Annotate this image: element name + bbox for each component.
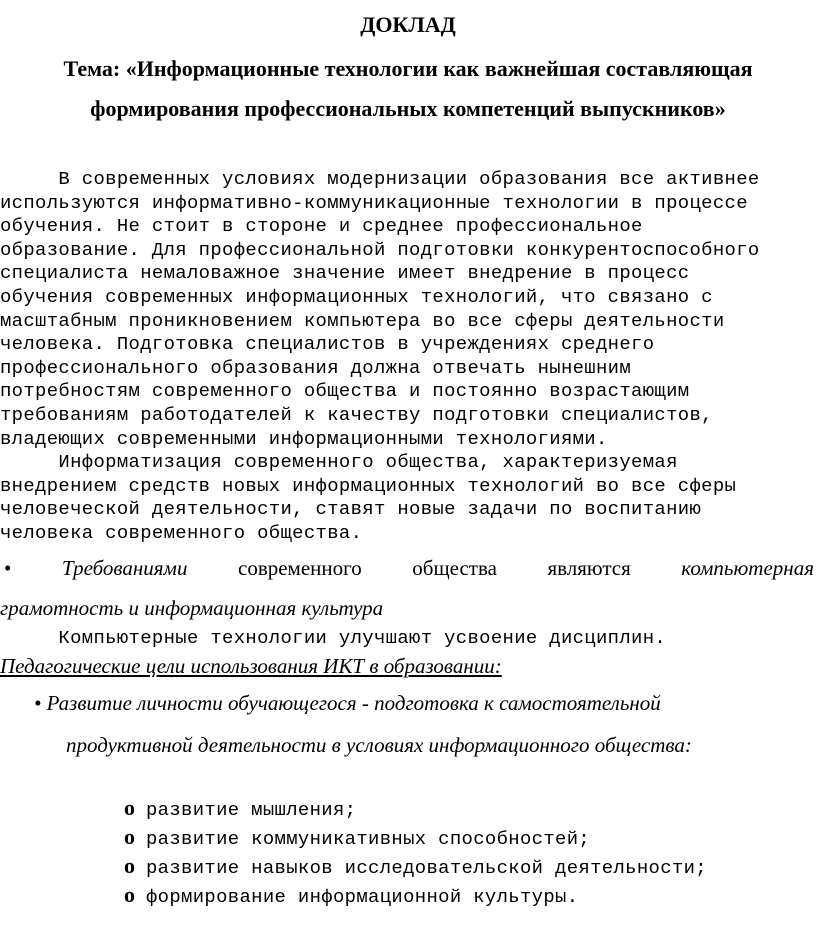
intro-line: образование. Для профессиональной подготовки конкурентоспособного: [0, 238, 760, 261]
requirements-word: являются: [547, 556, 631, 580]
intro-line: человека современного общества.: [0, 521, 363, 544]
list-item-text: развитие мышления;: [146, 799, 357, 821]
goals-heading: Педагогические цели использования ИКТ в образовании:: [0, 654, 502, 678]
circle-bullet-icon: o: [124, 795, 135, 820]
topic-line-1: Тема: «Информационные технологии как важнейшая составляющая: [63, 56, 753, 81]
intro-line: потребностям современного общества и постоянно возрастающим: [0, 380, 690, 403]
topic-line-2: формирования профессиональных компетенций выпускников»: [90, 96, 726, 121]
doc-heading: ДОКЛАД: [360, 12, 456, 37]
sub-items-list: [100, 764, 800, 908]
circle-bullet-icon: o: [124, 882, 135, 907]
requirements-line-2: грамотность и информационная культура: [0, 596, 384, 620]
intro-line: владеющих современными информационными технологиями.: [0, 427, 608, 450]
requirements-word: общества: [412, 556, 497, 580]
goal-bullet-line-1: • Развитие личности обучающегося - подготовка к самостоятельной: [34, 691, 661, 715]
computer-technologies-line: Компьютерные технологии улучшают усвоение дисциплин.: [0, 627, 667, 649]
list-item: [100, 764, 800, 821]
bullet-icon: •: [4, 556, 12, 580]
list-item-text: развитие навыков исследовательской деятельности;: [146, 857, 707, 879]
intro-line: человека. Подготовка специалистов в учреждениях среднего: [0, 333, 655, 356]
requirements-line-1: [0, 558, 816, 579]
requirements-word: современного: [238, 556, 362, 580]
circle-bullet-icon: o: [124, 853, 135, 878]
intro-line: В современных условиях модернизации образования все активнее: [0, 168, 760, 190]
intro-line: внедрением средств новых информационных технологий во все сферы: [0, 474, 737, 497]
intro-line: масштабным проникновением компьютера во все сферы деятельности: [0, 309, 725, 332]
intro-line: обучения современных информационных технологий, что связано с: [0, 285, 713, 308]
intro-line: обучения. Не стоит в стороне и среднее профессиональное: [0, 215, 643, 238]
list-item-text: формирование информационной культуры.: [146, 886, 579, 908]
list-item-text: развитие коммуникативных способностей;: [146, 828, 591, 850]
intro-line: требованиям работодателей к качеству подготовки специалистов,: [0, 403, 713, 426]
intro-line: профессионального образования должна отвечать нынешним: [0, 356, 632, 379]
intro-line: используются информативно-коммуникационные технологии в процессе: [0, 191, 748, 214]
goal-bullet-line-2: продуктивной деятельности в условиях информационного общества:: [66, 733, 692, 757]
requirements-word: компьютерная: [681, 556, 814, 580]
intro-paragraphs: [0, 168, 816, 546]
intro-line: Информатизация современного общества, характеризуемая: [0, 451, 678, 474]
intro-line: специалиста немаловажное значение имеет внедрение в процесс: [0, 262, 690, 285]
circle-bullet-icon: o: [124, 824, 135, 849]
intro-line: человеческой деятельности, ставят новые задачи по воспитанию: [0, 498, 702, 521]
requirements-word: Требованиями: [61, 556, 188, 580]
